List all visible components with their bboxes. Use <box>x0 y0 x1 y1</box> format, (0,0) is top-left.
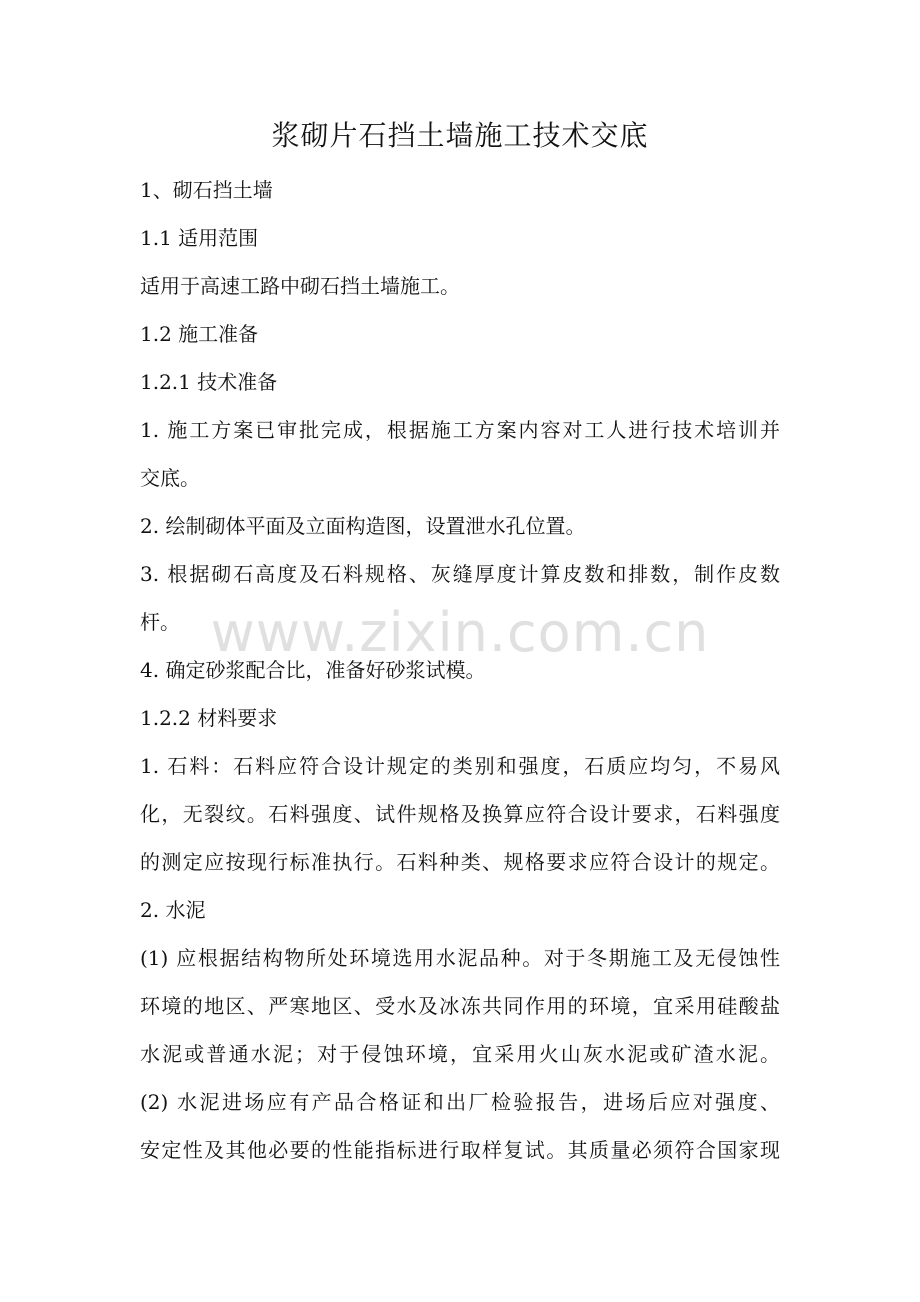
heading-1-2: 1.2 施工准备 <box>140 322 259 346</box>
paragraph-line: 2. 绘制砌体平面及立面构造图，设置泄水孔位置。 <box>140 514 586 538</box>
paragraph-line: 杆。 <box>140 610 180 634</box>
paragraph-line: 2. 水泥 <box>140 898 206 922</box>
paragraph-line: 安定性及其他必要的性能指标进行取样复试。其质量必须符合国家现 <box>140 1138 780 1162</box>
paragraph-line: 适用于高速工路中砌石挡土墙施工。 <box>140 274 460 298</box>
paragraph-line: 化，无裂纹。石料强度、试件规格及换算应符合设计要求，石料强度 <box>140 802 780 826</box>
document-title: 浆砌片石挡土墙施工技术交底 <box>271 119 649 152</box>
watermark: www.zixin.com.cn <box>210 601 710 664</box>
paragraph-line: 1. 施工方案已审批完成，根据施工方案内容对工人进行技术培训并 <box>140 418 780 442</box>
paragraph-line: 1. 石料：石料应符合设计规定的类别和强度，石质应均匀，不易风 <box>140 754 780 778</box>
paragraph-line: (1) 应根据结构物所处环境选用水泥品种。对于冬期施工及无侵蚀性 <box>140 946 780 970</box>
paragraph-line: 的测定应按现行标准执行。石料种类、规格要求应符合设计的规定。 <box>140 850 780 874</box>
heading-1-1: 1.1 适用范围 <box>140 226 259 250</box>
paragraph-line: 交底。 <box>140 466 200 490</box>
paragraph-line: 3. 根据砌石高度及石料规格、灰缝厚度计算皮数和排数，制作皮数 <box>140 562 780 586</box>
heading-section-1: 1、砌石挡土墙 <box>140 178 273 202</box>
heading-1-2-2: 1.2.2 材料要求 <box>140 706 278 730</box>
paragraph-line: 水泥或普通水泥；对于侵蚀环境，宜采用火山灰水泥或矿渣水泥。 <box>140 1042 780 1066</box>
heading-1-2-1: 1.2.1 技术准备 <box>140 370 278 394</box>
paragraph-line: (2) 水泥进场应有产品合格证和出厂检验报告，进场后应对强度、 <box>140 1090 780 1114</box>
document-body <box>140 166 780 1174</box>
paragraph-line: 4. 确定砂浆配合比，准备好砂浆试模。 <box>140 658 486 682</box>
paragraph-line: 环境的地区、严寒地区、受水及冰冻共同作用的环境，宜采用硅酸盐 <box>140 994 780 1018</box>
